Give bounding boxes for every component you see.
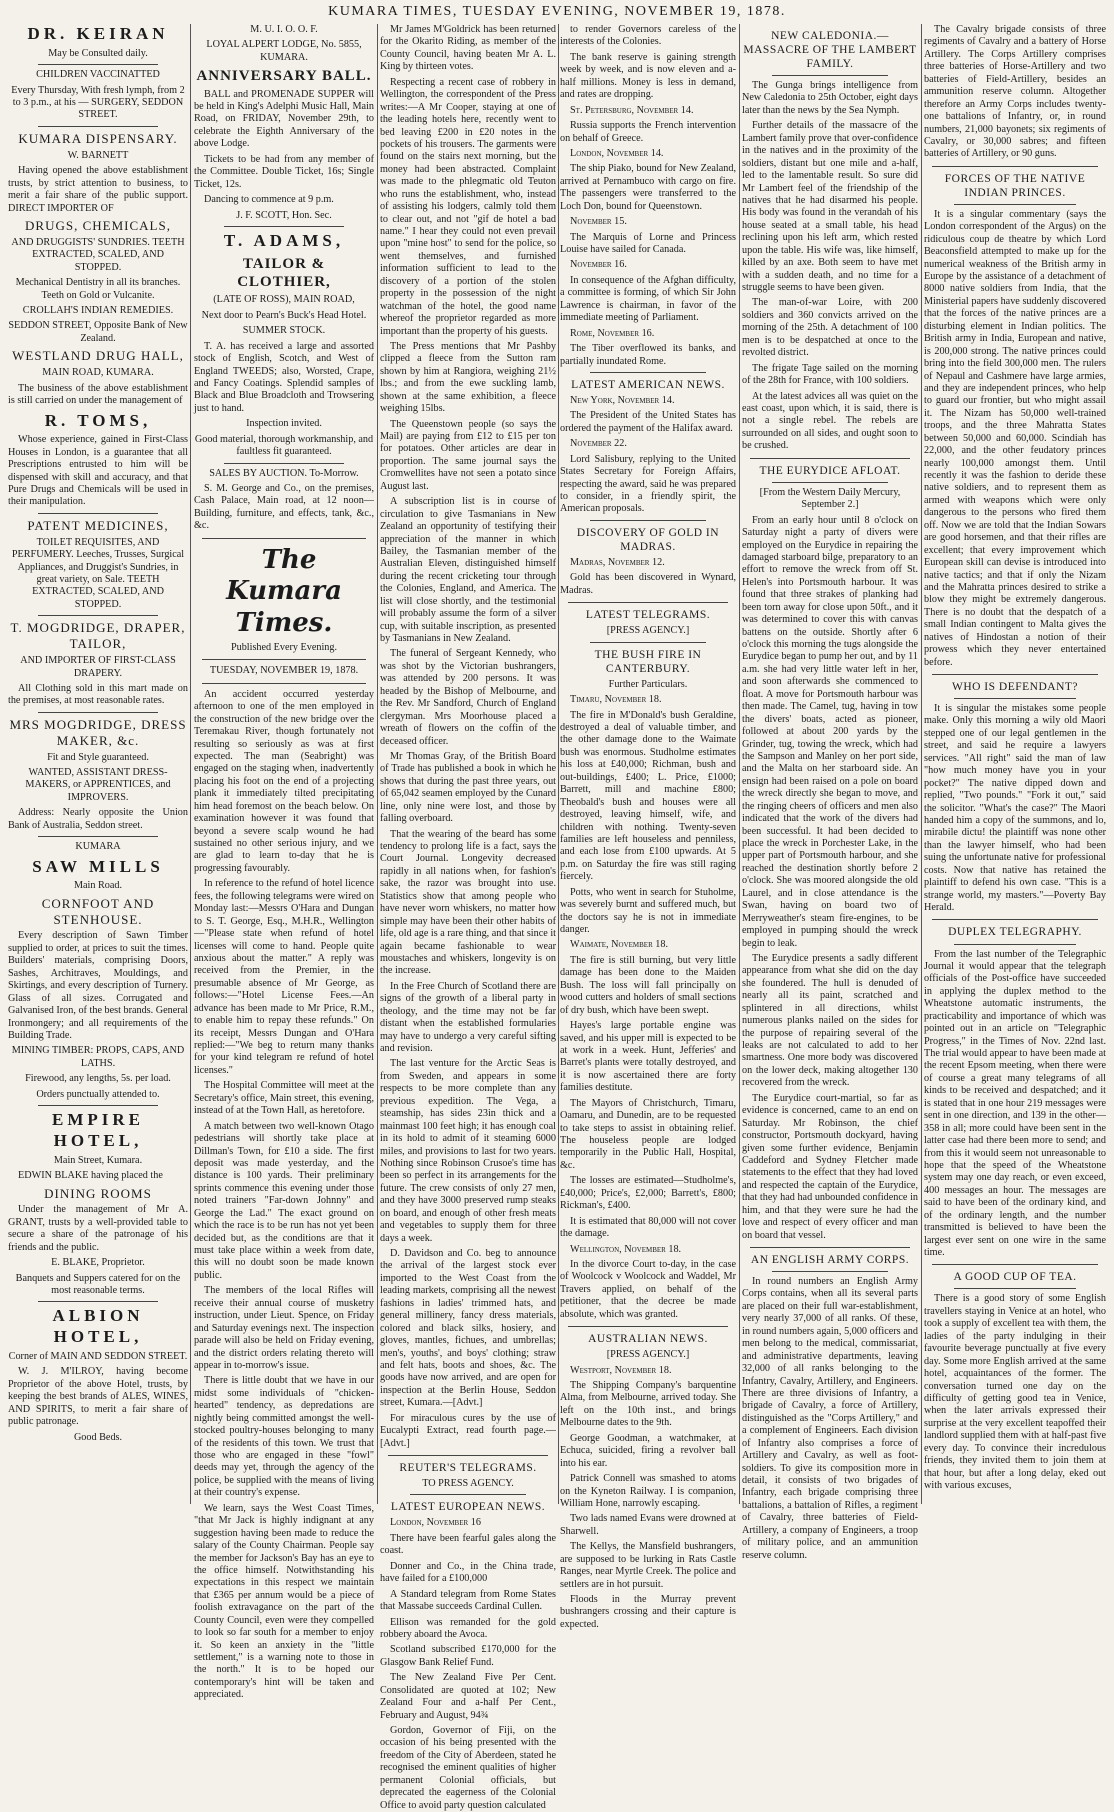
- telegram-item: The President of the United States has ordered the payment of the Halifax award.: [560, 410, 736, 434]
- telegram-item: Gordon, Governor of Fiji, on the occasion of his being presented with the freedom of the City of Aberdeen, stated he recognised the eminent qualities of higher permanent Colonial officials, but deprecated the eagerness of the Colonial Office to avoid party question calculated: [380, 1725, 556, 1811]
- ad-crollah: CROLLAH'S INDIAN REMEDIES.: [22, 305, 174, 317]
- ad-drugs-sub: AND DRUGGISTS' SUNDRIES. TEETH EXTRACTED, SCALED, AND STOPPED.: [11, 236, 185, 273]
- ad-patent-title: PATENT MEDICINES,: [27, 517, 169, 533]
- article-paragraph: From the last number of the Telegraphic Journal it would appear that the telegraph officials of the Post-office have succeeded in applying the duplex method to the Wheatstone automatic instruments, the practicability and importance of which was pointed out in an article on "Telegraphic Progress," in the Times of Nov. 22nd last. The trial would appear to have been made at the recent Epsom meeting, when there were of course a great many telegrams of all kinds to be received and despatched; and it is stated that in one hour 219 messages were sent in one direction, and 139 in the other—358 in all; more could have been sent in the latter case had there been more to send; and from this it would seem not unreasonable to hope that the speed of the Wheatstone system may one day reach, or even exceed, 400 messages an hour. The messages are said to have been of the ordinary kind, and of the ordinary length, and the number transmitted is believed to have been the largest ever sent on one wire in the same time.: [924, 948, 1106, 1258]
- adams-text: T. A. has received a large and assorted stock of English, Scotch, and West of England TWEEDS; also, Worsted, Crape, and Fancy Coatings. Splendid samples of Black and Blue Broadcloth and Trowsering just to hand.: [194, 340, 374, 414]
- column-rule: [921, 24, 922, 1504]
- telegram-item: The Marquis of Lorne and Princess Louise have sailed for Canada.: [560, 231, 736, 255]
- ball-text: BALL and PROMENADE SUPPER will be held in King's Adelphi Music Hall, Main Road, on FRIDAY, November 29th, to celebrate the Eighth Anniversary of the above Lodge.: [194, 88, 374, 150]
- divider: [590, 642, 706, 643]
- article-paragraph: The frigate Tage sailed on the morning of the 28th for France, with 100 soldiers.: [742, 362, 918, 387]
- ball-tickets: Tickets to be had from any member of the Committee. Double Ticket, 16s; Single Ticket, 12s.: [194, 153, 374, 190]
- dateline: Wellington, November 18.: [570, 1243, 682, 1255]
- telegram-item: The New Zealand Five Per Cent. Consolidated are quoted at 102; New Zealand Four and a-half Per Cent., February and August, 94¾: [380, 1672, 556, 1721]
- divider: [410, 1494, 526, 1495]
- paper-published: Published Every Evening.: [230, 641, 338, 653]
- divider: [224, 463, 344, 464]
- dateline: Rome, November 16.: [570, 327, 655, 339]
- divider: [772, 482, 888, 483]
- column-rule: [558, 24, 559, 1504]
- article-paragraph: Mr Thomas Gray, of the British Board of Trade has published a book in which he shows that during the past three years, out of 65,042 seamen employed by the Cunard line, only nine were lost, and those by falling overboard.: [380, 750, 556, 825]
- divider: [202, 538, 366, 539]
- telegram-item: In consequence of the Afghan difficulty, a committee is forming, of which Sir John Lawrence is chairman, in favor of the immediate meeting of Parliament.: [560, 274, 736, 324]
- article-paragraph: It is a singular commentary (says the London correspondent of the Argus) on the ridiculous coup de theatre by which Lord Beaconsfield attempted to make up for the numerical weakness of the British army in Europe by the assistance of a detachment of 8000 native soldiers from India, that the Ministerial papers have suddenly discovered that the forces of the native princes are a disturbing element in Indian politics. The British army in India, European and native, is 200,000 strong. The native princes could bring into the field 300,000 men. The rulers of Nepaul and Cashmere have large armies, and they are independent princes, who help to guard our frontier, but who might assail it. The Nizam has 50,000 well-trained troops, and the three Mahratta States between 50,000 and 60,000. Scindiah has 22,000, and the other feudatory princes nearly 100,000 amongst them. Until recently it was the fashion to deride these native soldiers, and to represent them as armed with weapons which were only dangerous to the persons who fired them off. Now we are told that the Indian Sowars are good horsemen, and that their rifles are excellent; that every improvement which European skill can devise is introduced into native tactics; and that if only the Nizam and the Mahratta princes desired to strike a blow they might be extremely dangerous. There is no doubt that the despatch of a small Indian contingent to Malta gives the natives of Hindostan a notion of their prowess which they never entertained before.: [924, 208, 1106, 668]
- reuters-heading: REUTER'S TELEGRAMS.: [399, 1462, 537, 1474]
- adams-trade: TAILOR & CLOTHIER,: [237, 255, 331, 291]
- divider: [388, 1455, 548, 1456]
- article-paragraph: The Eurydice presents a sadly different appearance from what she did on the day she foundered. The hull is denuded of nearly all its paint, scratched and splintered in all directions, whilst numerous planks nailed on the sides for the purpose of repairing several of the leaks are not calculated to add to her smartness. One more body was discovered on the lower deck, making altogether 130 recovered from the wreck.: [742, 952, 918, 1089]
- ad-dining: DINING ROOMS: [44, 1185, 152, 1201]
- column-3: [380, 24, 556, 1811]
- column-6: [924, 24, 1106, 1504]
- ad-address: Address: Nearly opposite the Union Bank of Australia, Seddon street.: [8, 807, 188, 831]
- article-paragraph: The Press mentions that Mr Pashby clipped a fleece from the Sutton ram shown by him at Rangiora, weighing 21½ lbs.; and from the ewe suckling lamb, shown at the same exhibition, a fleece weighing 15lbs.: [380, 340, 556, 415]
- ad-albion-text: W. J. M'ILROY, having become Proprietor of the above Hotel, trusts, by keeping the best brands of ALES, WINES, AND SPIRITS, to merit a fair share of public patronage.: [8, 1366, 188, 1428]
- article-paragraph: The funeral of Sergeant Kennedy, who was shot by the Victorian bushrangers, was attended by 200 persons. It was headed by the Bishop of Melbourne, and the Rev. Mr Sandford, Church of England clergyman. Mrs Moorhouse placed a wreath of flowers on the coffin of the deceased officer.: [380, 648, 556, 747]
- ad-mogdridge-sub: AND IMPORTER OF FIRST-CLASS DRAPERY.: [20, 655, 176, 679]
- divider: [38, 513, 158, 514]
- divider: [932, 1264, 1098, 1265]
- telegram-item: Donner and Co., in the China trade, have failed for a £100,000: [380, 1560, 556, 1585]
- dateline: London, November 14.: [570, 147, 664, 159]
- telegram-item: The fire in M'Donald's bush Geraldine, destroyed a deal of valuable timber, and the other damage done to the Waimate bush was enormous. Studholme estimates his loss at £40,000; Richman, bush and out-buildings, £400; L. Price, £1000; Barrett, mill and machine £800; Theobald's bush and houses were all destroyed, leaving himself, wife, and children with nothing. Twenty-seven families are left houseless and penniless, and each lose from £100 upwards. At 5 p.m. on Saturday the fire was still raging fiercely.: [560, 709, 736, 883]
- column-4: [560, 24, 736, 1630]
- australian-heading: AUSTRALIAN NEWS.: [588, 1333, 708, 1346]
- telegram-item: The losses are estimated—Studholme's, £40,000; Price's, £2,000; Barrett's, £800; Rickman's, £400.: [560, 1175, 736, 1212]
- dateline: St. Petersburg, November 14.: [570, 104, 694, 116]
- gold-heading: DISCOVERY OF GOLD IN MADRAS.: [576, 526, 720, 553]
- divider: [202, 683, 366, 684]
- sales-text: S. M. George and Co., on the premises, Cash Palace, Main road, at 12 noon—Building, furniture, and effects, tank, &c., &c.: [194, 483, 374, 532]
- article-paragraph: In round numbers an English Army Corps contains, when all its several parts are placed on their full war-establishment, very nearly 37,000 of all ranks. Of these, in round numbers again, 5,000 officers and men belong to the medical, commissariat, and administrative departments, leaving 32,000 of all ranks belonging to the Infantry, Cavalry, Artillery, and Engineers. There are three divisions of Infantry, a brigade of Cavalry, a force of Artillery, distinguished as the "Corps Artillery," and a complement of Engineers. Each division of Infantry also comprises a force of Artillery and Cavalry, as well as foot-soldiers. To give its composition more in detail, it consists of two brigades of Infantry, each brigade comprising three battalions, a battalion of Rifles, a regiment of Cavalry, three batteries of Field-Artillery, a company of Engineers, a troop of military police, and an ammunition reserve column.: [742, 1276, 918, 1561]
- reuters-agency: TO PRESS AGENCY.: [422, 1478, 514, 1490]
- ad-mining: MINING TIMBER: PROPS, CAPS, AND LATHS.: [11, 1045, 185, 1069]
- ad-westland-addr: MAIN ROAD, KUMARA.: [42, 367, 154, 379]
- ball-title: ANNIVERSARY BALL.: [196, 68, 372, 85]
- ad-dining-text: Under the management of Mr A. GRANT, trusts by a well-provided table to secure a share of the patronage of his friends and the public.: [8, 1204, 188, 1253]
- article-paragraph: From an early hour until 8 o'clock on Saturday night a party of divers were employed on the Eurydice in repairing the damaged starboard bilge, preparatory to an effort to remove the wreck from off St. Helen's into Portsmouth harbour. It was found that three strakes of planking had been torn away for close upon 50ft., and it was determined to cover this with canvas battens on the outside. Shortly after 6 o'clock this morning the tugs alongside the Eurydice began to pump her out, and by 11 a.m. she had very little water left in her, and soon afterwards she commenced to float. A move for Portsmouth harbour was then made. The Camel, tug, having in tow the divers' boats, acted as pioneer, followed at about 200 yards by the Grinder, tug, towing the wreck, which had the Sampson and Manley on her port side, and the Malta on her starboard side. An ensign had been raised on a pole on board the wreck directly she began to move, and the ringing cheers of officers and men also indicated that the work of the divers had been successful. It had been decided to place the wreck in Porchester Lake, in the upper part of Portsmouth harbour, and she reached the destination shortly before 2 o'clock. She was moored alongside the old Laurel, and in close attendance is the Swan, having on board two of Merryweather's steam fire-engines, to be employed in pumping should the wreck begin to leak.: [742, 514, 918, 949]
- sales-title: SALES BY AUCTION. To-Morrow.: [209, 467, 359, 479]
- dateline: New York, November 14.: [570, 394, 675, 406]
- paper-title: The Kumara Times.: [226, 544, 342, 639]
- ad-saw-addr: Main Road.: [73, 880, 123, 892]
- ad-drugs-title: DRUGS, CHEMICALS,: [25, 217, 171, 233]
- new-caledonia-heading: NEW CALEDONIA.—MASSACRE OF THE LAMBERT FAMILY.: [743, 30, 917, 71]
- ad-dispensary-title: KUMARA DISPENSARY.: [18, 130, 178, 146]
- telegram-item: Russia supports the French intervention on behalf of Greece.: [560, 120, 736, 144]
- divider: [38, 1105, 158, 1106]
- column-rule: [377, 24, 378, 1504]
- column-1: [8, 24, 188, 1504]
- ad-vacc-title: CHILDREN VACCINATTED: [36, 69, 160, 81]
- column-2: [194, 24, 374, 1701]
- ad-mrs-mogdridge: MRS MOGDRIDGE, DRESS MAKER, &c.: [9, 716, 187, 748]
- paper-date: TUESDAY, NOVEMBER 19, 1878.: [209, 665, 359, 677]
- divider: [954, 204, 1076, 205]
- masthead: KUMARA TIMES, TUESDAY EVENING, NOVEMBER 19, 1878.: [328, 4, 786, 19]
- defendant-heading: WHO IS DEFENDANT?: [951, 681, 1079, 694]
- divider: [954, 1288, 1076, 1289]
- article-paragraph: The Gunga brings intelligence from New Caledonia to 25th October, eight days later than the news by the Sea Nymph.: [742, 80, 918, 116]
- duplex-heading: DUPLEX TELEGRAPHY.: [948, 926, 1082, 939]
- article-paragraph: It is singular the mistakes some people make. Only this morning a wily old Maori stepped one of our legal gentlemen in the street, and said he require a lawyers services. "All right" said the man of law "how much money have you in your pocket?" The native dipped down and replied, "Two pounds." "Fork it out," said the solicitor. "What's the case?" The Maori handed him a copy of the summons, and lo, mirabile dictu! the plaintiff was none other than the lawyer himself, who had been suing the unfortunate native for professional costs. Now that native has retained the plaintiff to defend his own case. "This is a strange world, my masters."—Poverty Bay Herald.: [924, 703, 1106, 914]
- adams-good: Good material, thorough workmanship, and faultless fit guaranteed.: [194, 433, 374, 458]
- telegram-item: Patrick Connell was smashed to atoms on the Kyneton Railway. I is companion, William Hone, narrowly escaping.: [560, 1473, 736, 1509]
- ad-cornfoot: CORNFOOT AND STENHOUSE.: [41, 895, 155, 927]
- article-paragraph: At the latest advices all was quiet on the east coast, upon which, it is said, there is not a single rebel. The rebels are surrounded on all sides, and ought soon to be crushed.: [742, 390, 918, 452]
- dateline: November 22.: [570, 438, 627, 450]
- dateline: Waimate, November 18.: [570, 939, 669, 951]
- ad-westland-title: WESTLAND DRUG HALL,: [12, 348, 184, 364]
- divider: [954, 944, 1076, 945]
- ad-mrs-text: Fit and Style guaranteed.: [47, 751, 149, 763]
- divider: [590, 520, 706, 521]
- article-paragraph: Further details of the massacre of the Lambert family prove that over-confidence in the natives and in the proximity of the soldiers, distant but one mile and a-half, led to the lamentable result. So sure did Mr Lambert feel of the friendship of the natives that he had disarmed his people. His body was found in the verandah of his house seated at a small table, his head reclining upon his left arm, which rested upon the table. His wife was, like himself, killed by an axe. Both seem to have met with a sudden death, and no time for a struggle seems to have been given.: [742, 120, 918, 294]
- ad-mogdridge-text: All Clothing sold in this mart made on the premises, at most reasonable rates.: [8, 682, 188, 707]
- european-heading: LATEST EUROPEAN NEWS.: [390, 1501, 546, 1514]
- divider: [38, 64, 158, 65]
- article-paragraph: D. Davidson and Co. beg to announce the arrival of the largest stock ever imported to the West Coast from the leading markets, comprising all the newest fashions in ladies' trimmed hats, and general millinery, fancy dress materials, colored and black silks, hosiery, and gloves, mantles, fichues, and umbrellas; men's, youths', and boys' clothing; straw and felt hats, boots and shoes, &c. The goods have now arrived, and are open for inspection at the Berlin House, Seddon street, Kumara.—[Advt.]: [380, 1248, 556, 1409]
- press-agency: [PRESS AGENCY.]: [606, 625, 690, 637]
- divider: [202, 659, 366, 660]
- telegram-item: George Goodman, a watchmaker, at Echuca, suicided, firing a revolver ball into his ear.: [560, 1432, 736, 1469]
- ad-beds: Good Beds.: [73, 1431, 123, 1443]
- divider: [932, 674, 1098, 675]
- article-paragraph: The man-of-war Loire, with 200 soldiers and 360 convicts arrived on the morning of the 25th. A detachment of 100 men is to be despatched at once to the revolted district.: [742, 297, 918, 359]
- ad-mogdridge-title: T. MOGDRIDGE, DRAPER, TAILOR,: [10, 620, 186, 652]
- divider: [772, 1271, 888, 1272]
- ad-saw-kumara: KUMARA: [75, 841, 121, 853]
- article-paragraph: A subscription list is in course of circulation to give Tasmanians in New Zealand an opportunity of testifying their appreciation of the manner in which Bailey, the Tasmanian member of the Australian Eleven, distinguished himself during the recent cricketing tour through the Colonies, England, and America. The list will close shortly, and the testimonial will probably assume the form of a silver cup, with suitable inscription, as presented by Tasmanians in New Zealand.: [380, 496, 556, 644]
- article-paragraph: The Queenstown people (so says the Mail) are paying from £12 to £15 per ton for potatoes. Other articles are dear in proportion. The same journal says the Cromwellites have not seen a potato since August last.: [380, 418, 556, 492]
- article-paragraph: The Cavalry brigade consists of three regiments of Cavalry and a battery of Horse Artillery. The Corps Artillery comprises three batteries of Horse-Artillery and two batteries of Field-Artillery, besides an ammunition reserve column. Altogether therefore an Army Corps includes twenty-one battalions of Infantry, or, in round numbers, 21,000 bayonets; six regiments of Cavalry, or 30,000 sabres; and fifteen batteries of Artillery, or 90 guns.: [924, 24, 1106, 160]
- article-paragraph: The Eurydice court-martial, so far as evidence is concerned, came to an end on Saturday. Mr Robinson, the chief constructor, Portsmouth dockyard, having given some further evidence, Benjamin Caddeford and Sydney Fletcher made statements to the effect that they had loved and respected the captain of the Eurydice, that they had had unbounded confidence in him, and that they were sure he had the love and respect of every officer and man on board that vessel.: [742, 1092, 918, 1241]
- article-paragraph: In the Free Church of Scotland there are signs of the growth of a liberal party in theology, and the time may not be far distant when the established formularies may have to undergo a very careful sifting and revision.: [380, 980, 556, 1054]
- divider: [750, 458, 910, 459]
- adams-name: T. ADAMS,: [223, 230, 345, 250]
- telegram-item: The Shipping Company's barquentine Alma, from Melbourne, arrived today. She left on the 10th inst., and brings Melbourne dates to the 9th.: [560, 1380, 736, 1429]
- ad-vacc-text: Every Thursday, With fresh lymph, from 2 to 3 p.m., at his — SURGERY, SEDDON STREET.: [11, 84, 185, 121]
- divider: [38, 836, 158, 837]
- ad-firewood: Firewood, any lengths, 5s. per load.: [25, 1073, 171, 1085]
- lodge-order: M. U. I. O. O. F.: [250, 24, 318, 35]
- ad-banquets: Banquets and Suppers catered for on the most reasonable terms.: [15, 1272, 181, 1296]
- article-paragraph: A match between two well-known Otago pedestrians will shortly take place at Dillman's Town, for £10 a side. The first deposit was made yesterday, and the distance is 100 yards. Their preliminary sprints commence this evening under those noted trainers "Far-down Johnny" and George the Lad." The exact ground on which the race is to be run has not yet been decided but, as the conditions are that it must take place within a week from date, this will no doubt soon be made known public.: [194, 1120, 374, 1281]
- column-5: [742, 24, 918, 1561]
- divider: [932, 166, 1098, 167]
- article-paragraph: For miraculous cures by the use of Eucalypti Extract, read fourth page.—[Advt.]: [380, 1412, 556, 1449]
- dateline: Madras, November 12.: [570, 556, 665, 568]
- article-paragraph: We learn, says the West Coast Times, "that Mr Jack is highly indignant at any suggestion having been made to reduce the salary of the County Chairman. People say the member for Jackson's Bay has an eye to the office himself. Notwithstanding his expectations in this respect we maintain that £365 per annum would be a piece of foolish extravagance on the part of the County Council, even were they compelled to look so far south for a member to enjoy it. So keen an anxiety in the "little settlement," is a warning note to those in the north." It is to be hoped our contemporary's hint will be taken and appreciated.: [194, 1502, 374, 1701]
- dateline: November 15.: [570, 216, 627, 228]
- ad-orders: Orders punctually attended to.: [36, 1088, 160, 1100]
- ad-empire-addr: Main Street, Kumara.: [53, 1154, 143, 1166]
- column-rule: [190, 24, 191, 1504]
- ad-blake: EDWIN BLAKE having placed the: [18, 1170, 163, 1182]
- divider: [590, 372, 706, 373]
- ad-mech-text: Mechanical Dentistry in all its branches. Teeth on Gold or Vulcanite.: [15, 277, 181, 301]
- dateline: November 16.: [570, 259, 627, 271]
- divider: [932, 919, 1098, 920]
- divider: [38, 615, 158, 616]
- ball-secretary: J. F. SCOTT, Hon. Sec.: [236, 209, 332, 221]
- article-paragraph: There is little doubt that we have in our midst some individuals of "chicken-hearted" tendency, as depredations are nightly being committed amongst the well-stocked poultry-houses belonging to many of the residents of this town. We trust that those who are engaged in these "fowl" deeds may yet, through the agency of the police, be supplied with the means of living at their country's expense.: [194, 1375, 374, 1499]
- ad-albion-title: ALBION HOTEL,: [52, 1306, 144, 1347]
- ad-empire-title: EMPIRE HOTEL,: [52, 1110, 144, 1150]
- latest-telegrams-heading: LATEST TELEGRAMS.: [585, 609, 711, 622]
- further-particulars: Further Particulars.: [608, 678, 688, 690]
- telegram-item: Scotland subscribed £170,000 for the Glasgow Bank Relief Fund.: [380, 1644, 556, 1668]
- telegram-item: The bank reserve is gaining strength week by week, and is now eleven and a-half millions. Money is less in demand, and rates are dropping.: [560, 51, 736, 101]
- telegram-item: A Standard telegram from Rome States that Massabe succeeds Cardinal Cullen.: [380, 1588, 556, 1613]
- divider: [568, 1326, 728, 1327]
- telegram-item: In the divorce Court to-day, in the case of Woolcock v Woolcock and Waddel, Mr Travers applied, on behalf of the petitioner, that the decree be made absolute, which was granted.: [560, 1258, 736, 1320]
- article-paragraph: There is a good story of some English travellers staying in Venice at an hotel, who took a supply of excellent tea with them, the ladies of the party indulging in their favourite beverage punctually at five every day. Some more English arrived at the same hotel, acquaintances of the former. The conversation turned one day on the difficulty of getting good tea in Venice, when the later arrivals expressed their surprise at the very excellent teapoffed their landlord supplied them with at half-past five every day. To convince their incredulous friends, they invited them to join them at that hour, but after a long delay, eked out with various excuses,: [924, 1293, 1106, 1492]
- ad-patent-text: TOILET REQUISITES, AND PERFUMERY. Leeches, Trusses, Surgical Appliances, and Druggist's Sundries, in great variety, on Sale. TEETH EXTRACTED, SCALED, AND STOPPED.: [11, 536, 185, 610]
- article-paragraph: Respecting a recent case of robbery in Wellington, the correspondent of the Press writes:—A Mr Cooper, staying at one of the leading hotels here, recently went to bed leaving £200 in £20 notes in the pockets of his trousers. The garments were found on the stairs next morning, but the money had been abstracted. Complaint was made to the phlegmatic old Teuton who runs the establishment, who, instead of assisting his lodgers, calmly told them to clear out, and not "gif de hotel a bad name." I hear they could not even prevail upon "mine host" to send for the police, so went themselves, and furnished information sufficient to lead to the discovery of a portion of the stolen property in the possession of the night watchman of the hotel, the good name whereof the proprietor regarded as more important than the property of his guests.: [380, 76, 556, 337]
- american-heading: LATEST AMERICAN NEWS.: [571, 378, 725, 391]
- divider: [954, 698, 1076, 699]
- divider: [224, 226, 344, 227]
- ad-seddon: SEDDON STREET, Opposite Bank of New Zealand.: [8, 320, 188, 344]
- telegram-item: The Mayors of Christchurch, Timaru, Oamaru, and Dunedin, are to be requested to take steps to assist in obtaining relief. The houseless people are lodged temporarily in the Public Hall, Hospital, &c.: [560, 1097, 736, 1171]
- adams-next: Next door to Pearn's Buck's Head Hotel.: [201, 309, 367, 321]
- bushfire-heading: THE BUSH FIRE IN CANTERBURY.: [594, 648, 702, 675]
- dateline: Westport, November 18.: [570, 1364, 672, 1376]
- adams-inspection: Inspection invited.: [246, 418, 322, 430]
- telegram-item: to render Governors careless of the interests of the Colonies.: [560, 24, 736, 48]
- telegram-item: Gold has been discovered in Wynard, Madras.: [560, 572, 736, 596]
- telegram-item: Hayes's large portable engine was saved, and his upper mill is expected to be at work in a week. Hunt, Jefferies' and Barret's plants were totally destroyed, and it is now ascertained there are forty families destitute.: [560, 1020, 736, 1094]
- telegram-item: Ellison was remanded for the gold robbery aboard the Avoca.: [380, 1616, 556, 1640]
- telegram-item: It is estimated that 80,000 will not cover the damage.: [560, 1215, 736, 1240]
- article-paragraph: That the wearing of the beard has some tendency to prolong life is a fact, says the Court Journal. Longevity decreased rapidly in all nations when, for fashion's sake, the razor was brought into use. Statistics show that among people who have never worn whiskers, no matter how simple may have been their other habits of life, old age is a rare thing, and that since it again became fashionable to wear moustaches and whiskers, longevity is on the increase.: [380, 828, 556, 977]
- adams-addr: (LATE OF ROSS), MAIN ROAD,: [213, 294, 355, 306]
- ad-toms-text: Whose experience, gained in First-Class Houses in London, is a guarantee that all Prescriptions entrusted to him will be dispensed with skill and accuracy, and that Pure Drugs and Chemicals will be used in their manipulation.: [8, 434, 188, 508]
- army-corps-heading: AN ENGLISH ARMY CORPS.: [750, 1254, 910, 1266]
- article-paragraph: An accident occurred yesterday afternoon to one of the men employed in the construction of the new bridge over the Teremakau River, though fortunately not resulting so seriously as was at first expected. The man (Seabright) was engaged on the staging when, inadvertently placing his foot on the end of a projecting plank it immediately tilted precipitating him head foremost on the beach below. On examination however it was found that beyond a severe scalp wound he had sustained no other serious injury, and we are glad to learn to-day that he is progressing favourably.: [194, 688, 374, 874]
- divider: [772, 75, 888, 76]
- divider: [568, 602, 728, 603]
- ad-westland-text: The business of the above establishment is still carried on under the management of: [8, 382, 188, 407]
- indian-princes-heading: FORCES OF THE NATIVE INDIAN PRINCES.: [944, 172, 1086, 199]
- eurydice-heading: THE EURYDICE AFLOAT.: [759, 464, 901, 477]
- telegram-item: The Tiber overflowed its banks, and partially inundated Rome.: [560, 343, 736, 367]
- telegram-item: Lord Salisbury, replying to the United States Secretary for Foreign Affairs, respecting the award, said he was prepared to consider, in a friendly spirit, the American proposals.: [560, 453, 736, 515]
- ad-wanted: WANTED, ASSISTANT DRESS-MAKERS, or APPRENTICES, and IMPROVERS.: [25, 766, 171, 803]
- press-agency: [PRESS AGENCY.]: [606, 1349, 690, 1361]
- column-rule: [739, 24, 740, 1504]
- article-paragraph: Mr James M'Goldrick has been returned for the Okarito Riding, as member of the County Council, having beaten Mr A. L. King by thirteen votes.: [380, 24, 556, 73]
- ad-keiran-title: DR. KEIRAN: [27, 24, 169, 43]
- ball-dancing: Dancing to commence at 9 p.m.: [204, 194, 334, 206]
- article-paragraph: In reference to the refund of hotel licence fees, the following telegrams were wired on Monday last:—Messrs O'Hara and Dungan to S. T. George, Esq., M.H.R., Wellington—"Please state when refund of hotel licenses will come to hand. People quite anxious about the matter." A reply was received from the Premier, in the presumable absence of Mr George, as follows:—"Hotel License Fees.—An advance has been made to Mr Price, R.M., to enable him to repay these refunds." On its receipt, Messrs Dungan and O'Hara replied:—"We beg to return many thanks for your kind telegram re refund of hotel licenses.": [194, 878, 374, 1076]
- divider: [38, 712, 158, 713]
- telegram-item: The fire is still burning, but very little damage has been done to the Maiden Bush. The loss will fall principally on wood cutters and holders of small sections of dry bush, which have been swept.: [560, 954, 736, 1016]
- ad-keiran-text: May be Consulted daily.: [48, 47, 148, 59]
- article-paragraph: The last venture for the Arctic Seas is from Sweden, and appears in some respects to be more complete than any previous expedition. The Vega, a steamship, has sides 23in thick and a mainmast 100 feet high; it has enough coal in its hold to admit of it steaming 6000 miles, and provisions to last for two years. Nothing since Robinson Crusoe's time has been so perfect in its arrangements for the future. The crew consists of only 27 men, and they have 3000 preserved rump steaks on board, and enough of other fresh meats and vegetables to supply them for three days a week.: [380, 1058, 556, 1244]
- telegram-item: The ship Piako, bound for New Zealand, arrived at Pernambuco with cargo on fire. The passengers were transferred to the Loch Don, bound for Queenstown.: [560, 163, 736, 212]
- telegram-item: Potts, who went in search for Stuholme, was severely burnt and suffered much, but the doctors say he is not in immediate danger.: [560, 886, 736, 936]
- divider: [38, 1301, 158, 1302]
- dateline: Timaru, November 18.: [570, 694, 662, 706]
- ad-barnett-text: Having opened the above establishment trusts, by strict attention to business, to merit a fair share of the public support. DIRECT IMPORTER OF: [8, 165, 188, 214]
- lodge-name: LOYAL ALPERT LODGE, No. 5855, KUMARA.: [206, 39, 362, 63]
- ad-saw-mills: SAW MILLS: [32, 856, 164, 876]
- telegram-item: There have been fearful gales along the coast.: [380, 1532, 556, 1557]
- article-paragraph: The members of the local Rifles will receive their annual course of musketry instruction, under Lieut. Spence, on Friday and Saturday evenings next. The inspection parade will also be held on Friday evening, and the district orders relating thereto will appear in to-morrow's issue.: [194, 1285, 374, 1371]
- dateline: London, November 16: [390, 1517, 481, 1529]
- tea-heading: A GOOD CUP OF TEA.: [953, 1271, 1077, 1284]
- ad-barnett-name: W. BARNETT: [67, 149, 129, 161]
- divider: [750, 1247, 910, 1248]
- divider: [38, 126, 158, 127]
- telegram-item: Two lads named Evans were drowned at Sharwell.: [560, 1513, 736, 1537]
- adams-summer: SUMMER STOCK.: [242, 325, 326, 337]
- ad-albion-addr: Corner of MAIN AND SEDDON STREET.: [8, 1350, 188, 1362]
- ad-blake-sig: E. BLAKE, Proprietor.: [51, 1257, 145, 1269]
- eurydice-source: [From the Western Daily Mercury, September 2.]: [759, 486, 901, 511]
- ad-toms-name: R. TOMS,: [44, 410, 152, 430]
- telegram-item: The Kellys, the Mansfield bushrangers, are supposed to be lurking in Rats Castle Ranges, near Myrtle Creek. The police and settlers are in hot pursuit.: [560, 1541, 736, 1590]
- ad-cornfoot-text: Every description of Sawn Timber supplied to order, at prices to suit the times. Builders' materials, comprising Doors, Sashes, Architraves, Mouldings, and Skirtings, and every description of Turnery. Glass of all sizes. Corrugated and Galvanised Iron, of the best brands. General Ironmongery; and all requirements of the Building Trade.: [8, 930, 188, 1041]
- article-paragraph: The Hospital Committee will meet at the Secretary's office, Main street, this evening, instead of at the Town Hall, as heretofore.: [194, 1080, 374, 1117]
- telegram-item: Floods in the Murray prevent bushrangers crossing and their capture is expected.: [560, 1594, 736, 1630]
